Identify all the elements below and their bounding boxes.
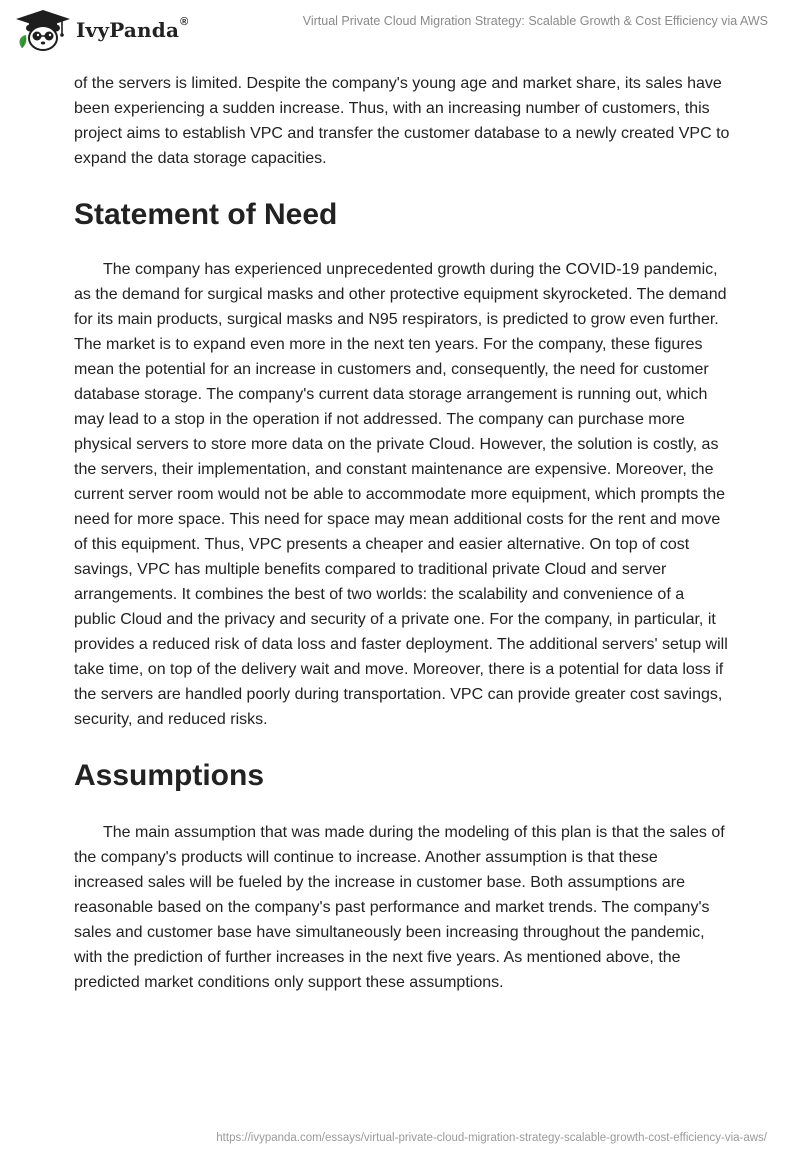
section-heading-assumptions: Assumptions	[74, 759, 265, 792]
trademark-symbol: ®	[180, 16, 189, 28]
essay-body	[74, 71, 730, 995]
page-header	[0, 0, 800, 60]
document-title: Virtual Private Cloud Migration Strategy: Scalable Growth & Cost Efficiency via AWS	[302, 14, 768, 28]
assumptions-paragraph: The main assumption that was made during the modeling of this plan is that the sales of the company's products will continue to increase. Another assumption is that these increased sales will be fueled by the increase in customer base. Both assumptions are reasonable based on the company's past performance and market trends. The company's sales and customer base have simultaneously been increasing throughout the pandemic, with the prediction of further increases in the next five years. As mentioned above, the predicted market conditions only support these assumptions.	[74, 824, 725, 991]
source-url[interactable]: https://ivypanda.com/essays/virtual-private-cloud-migration-strategy-scalable-growth-cost-efficiency-via-aws/	[216, 1132, 767, 1144]
section-heading-statement-of-need: Statement of Need	[74, 198, 338, 231]
panda-graduate-icon	[14, 8, 72, 52]
statement-of-need-paragraph: The company has experienced unprecedented growth during the COVID-19 pandemic, as the demand for surgical masks and other protective equipment skyrocketed. The demand for its main products, surgical masks and N95 respirators, is predicted to grow even further. The market is to expand even more in the next ten years. For the company, these figures mean the potential for an increase in customers and, consequently, the need for customer database storage. The company's current data storage arrangement is running out, which may lead to a stop in the operation if not addressed. The company can purchase more physical servers to store more data on the private Cloud. However, the solution is costly, as the servers, their implementation, and constant maintenance are expensive. Moreover, the current server room would not be able to accommodate more equipment, which prompts the need for more space. This need for space may mean additional costs for the rent and move of this equipment. Thus, VPC presents a cheaper and easier alternative. On top of cost savings, VPC has multiple benefits compared to traditional private Cloud and server arrangements. It combines the best of two worlds: the scalability and convenience of a public Cloud and the privacy and security of a private one. For the company, in particular, it provides a reduced risk of data loss and faster deployment. The additional servers' setup will take time, on top of the delivery wait and move. Moreover, there is a potential for data loss if the servers are handled poorly during transportation. VPC can provide greater cost savings, security, and reduced risks.	[74, 261, 728, 728]
ivypanda-logo[interactable]	[14, 8, 188, 52]
brand-name: IvyPanda®	[76, 16, 189, 42]
intro-paragraph: of the servers is limited. Despite the company's young age and market share, its sales have been experiencing a sudden increase. Thus, with an increasing number of customers, this project aims to establish VPC and transfer the customer database to a newly created VPC to expand the data storage capacities.	[74, 75, 730, 167]
